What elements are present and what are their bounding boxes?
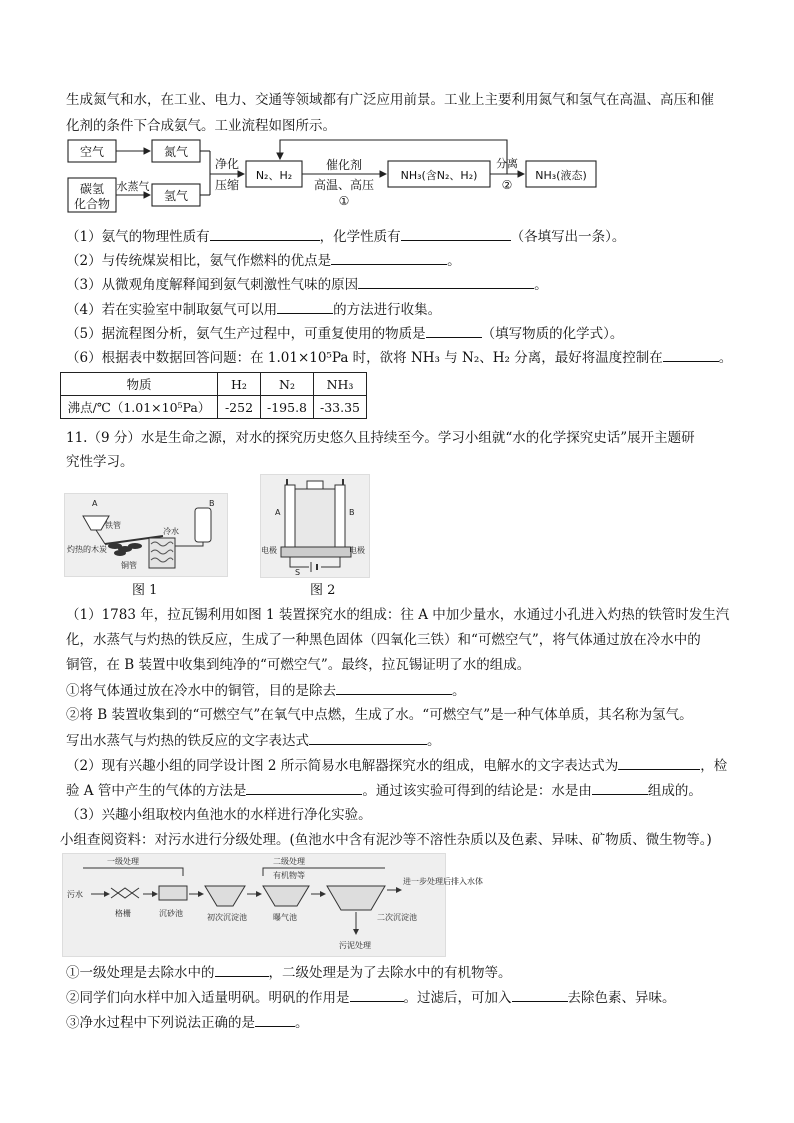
fig2-label-b: B: [349, 508, 355, 517]
table-cell: 沸点/℃（1.01×10⁵Pa）: [61, 396, 218, 419]
label-hydrogen: 氢气: [163, 189, 189, 203]
blank-q3[interactable]: [358, 274, 534, 289]
label-n2h2: N₂、H₂: [255, 169, 293, 182]
fig3-label-grit: 沉砂池: [159, 909, 183, 918]
fig3-label-sludge: 污泥处理: [339, 941, 371, 950]
q11-c3: ③净水过程中下列说法正确的是 。: [66, 1012, 309, 1033]
figure-1: [64, 493, 228, 577]
table-cell: H₂: [218, 373, 261, 396]
label-separate: 分离: [496, 157, 518, 170]
q10-5: （5）据流程图分析，氨气生产过程中，可重复使用的物质是 （填写物质的化学式）。: [66, 323, 623, 344]
blank-q1-chemical[interactable]: [401, 226, 511, 241]
label-conditions: 高温、高压: [313, 178, 375, 192]
table-cell: NH₃: [314, 373, 367, 396]
q11-c1: ①一级处理是去除水中的 ，二级处理是为了去除水中的有机物等。: [66, 962, 512, 983]
blank-c1[interactable]: [215, 962, 269, 977]
figure-2: [260, 474, 370, 578]
q11-p2-line-1: （2）现有兴趣小组的同学设计图 2 所示简易水电解器探究水的组成，电解水的文字表达式为 ，检: [66, 755, 727, 776]
fig2-label-electrode-left: 电极: [261, 546, 277, 555]
fig1-label-charcoal: 灼热的木炭: [67, 545, 107, 554]
table-cell: N₂: [261, 373, 314, 396]
blank-c2-adsorbent[interactable]: [512, 987, 568, 1002]
q10-3: （3）从微观角度解释闻到氨气刺激性气味的原因 。: [66, 274, 548, 295]
label-nh3-liquid: NH₃(液态): [535, 169, 587, 182]
label-hydrocarbon-2: 化合物: [73, 197, 111, 211]
fig1-label-cold: 冷水: [163, 527, 179, 536]
table-header-row: [61, 373, 367, 396]
boiling-point-table: [60, 372, 367, 419]
blank-p2-test[interactable]: [246, 780, 362, 795]
label-air: 空气: [79, 145, 105, 159]
label-step-1: ①: [338, 194, 350, 208]
q10-4: （4）若在实验室中制取氨气可以用 的方法进行收集。: [66, 299, 441, 320]
label-catalyst: 催化剂: [325, 158, 363, 172]
label-compress: 压缩: [214, 178, 240, 192]
fig3-label-aeration: 曝气池: [273, 913, 297, 922]
blank-q6[interactable]: [663, 347, 719, 362]
blank-p2-equation[interactable]: [618, 755, 700, 770]
fig1-label-b: B: [209, 499, 215, 508]
q11-p1-line-3: 铜管，在 B 装置中收集到纯净的“可燃空气”。最终，拉瓦锡证明了水的组成。: [66, 657, 531, 673]
fig3-label-organics: 有机物等: [273, 871, 305, 880]
q10-6: （6）根据表中数据回答问题：在 1.01×10⁵Pa 时，欲将 NH₃ 与 N₂、H₂ 分离，最好将温度控制在 。: [66, 347, 732, 368]
fig3-label-level1: 一级处理: [107, 857, 139, 866]
fig1-label-a: A: [92, 499, 98, 508]
blank-q2[interactable]: [331, 250, 447, 265]
blank-p2-composition[interactable]: [592, 780, 648, 795]
blank-q1-physical[interactable]: [210, 226, 320, 241]
fig3-label-secondary: 二次沉淀池: [377, 913, 417, 922]
label-hydrocarbon-1: 碳氢: [79, 182, 105, 196]
fig2-label-a: A: [275, 508, 281, 517]
table-cell: -252: [218, 396, 261, 419]
q11-info: 小组查阅资料：对污水进行分级处理。(鱼池水中含有泥沙等不溶性杂质以及色素、异味、矿物质、微生物等。): [60, 832, 712, 848]
q11-head-1: 11.（9 分）水是生命之源，对水的探究历史悠久且持续至今。学习小组就“水的化学探究史话”展开主题研: [66, 430, 695, 446]
fig1-caption: 图 1: [132, 583, 158, 598]
label-steam: 水蒸气: [116, 180, 150, 193]
q10-1: （1）氨气的物理性质有 ，化学性质有 （各填写出一条）。: [66, 226, 625, 247]
fig1-label-iron: 铁管: [105, 521, 121, 530]
blank-s2[interactable]: [309, 730, 427, 745]
intro-line-1: 生成氮气和水，在工业、电力、交通等领域都有广泛应用前景。工业上主要利用氮气和氢气在高温、高压和催: [66, 92, 714, 108]
blank-c3[interactable]: [255, 1012, 295, 1027]
table-cell: -33.35: [314, 396, 367, 419]
blank-q5[interactable]: [426, 323, 482, 338]
fig3-label-sewage: 污水: [67, 890, 83, 899]
q11-p1-line-2: 化，水蒸气与灼热的铁反应，生成了一种黑色固体（四氧化三铁）和“可燃空气”，将气体通过放在冷水中的: [66, 632, 701, 648]
fig3-label-grille: 格栅: [115, 909, 131, 918]
label-nh3-mixture: NH₃(含N₂、H₂): [400, 169, 478, 182]
blank-q4[interactable]: [277, 299, 333, 314]
blank-s1[interactable]: [336, 680, 452, 695]
blank-c2-alum[interactable]: [350, 987, 404, 1002]
q11-c2: ②同学们向水样中加入适量明矾。明矾的作用是 。过滤后，可加入 去除色素、异味。: [66, 987, 676, 1008]
intro-line-2: 化剂的条件下合成氨气。工业流程如图所示。: [66, 118, 336, 134]
fig3-label-level2: 二级处理: [273, 857, 305, 866]
label-nitrogen: 氮气: [163, 145, 189, 159]
q11-s2-line-2: 写出水蒸气与灼热的铁反应的文字表达式 。: [66, 730, 441, 751]
label-step-2: ②: [501, 178, 513, 192]
fig1-label-copper: 铜管: [121, 561, 137, 570]
q11-p3: （3）兴趣小组取校内鱼池水的水样进行净化实验。: [66, 807, 372, 823]
table-cell: -195.8: [261, 396, 314, 419]
figure-3-sewage-treatment: [62, 853, 483, 957]
fig3-label-further: 进一步处理后排入水体: [403, 877, 483, 886]
fig3-label-primary: 初次沉淀池: [207, 913, 247, 922]
ammonia-flow-diagram: [60, 136, 620, 220]
fig2-caption: 图 2: [310, 583, 336, 598]
q11-p1-line-1: （1）1783 年，拉瓦锡利用如图 1 装置探究水的组成：往 A 中加少量水，水通过小孔进入灼热的铁管时发生汽: [66, 607, 730, 623]
q11-head-2: 究性学习。: [66, 454, 134, 470]
fig2-label-electrode-right: 电极: [349, 546, 365, 555]
fig2-label-switch: S: [295, 568, 301, 577]
q11-s2-line-1: ②将 B 装置收集到的“可燃空气”在氧气中点燃，生成了水。“可燃空气”是一种气体单质，其名称为氢气。: [66, 707, 693, 723]
label-purify: 净化: [214, 157, 240, 171]
q10-2: （2）与传统煤炭相比，氨气作燃料的优点是 。: [66, 250, 461, 271]
q11-p2-line-2: 验 A 管中产生的气体的方法是 。通过该实验可得到的结论是：水是由 组成的。: [66, 780, 702, 801]
table-cell: 物质: [61, 373, 218, 396]
q11-s1: ①将气体通过放在冷水中的铜管，目的是除去 。: [66, 680, 466, 701]
table-row: [61, 396, 367, 419]
